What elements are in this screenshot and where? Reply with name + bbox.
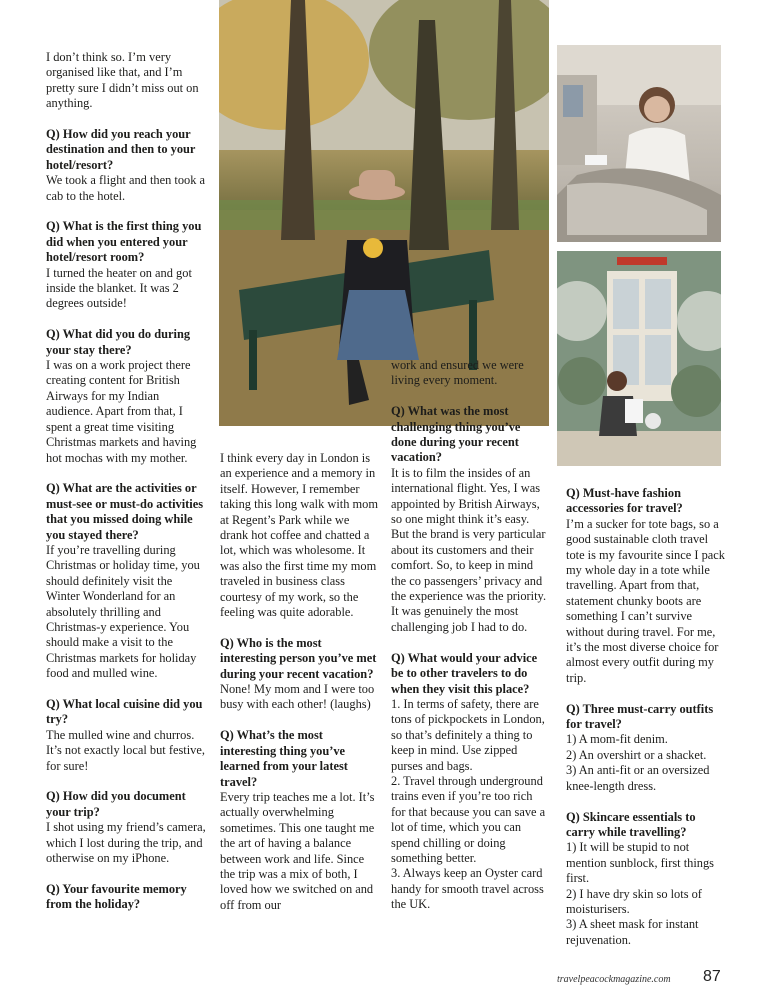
skincare-item: 2) I have dry skin so lots of moisturisers. xyxy=(566,886,702,916)
answer: The mulled wine and churros. It’s not exactly local but festive, for sure! xyxy=(46,727,205,773)
answer: Every trip teaches me a lot. It’s actually overwhelming sometimes. This one taught me the art of having a balance between work and life. Since the trip was a mix of both, I loved how we switched on and off from our xyxy=(220,789,375,912)
question: Q) Your favourite memory from the holiday? xyxy=(46,881,187,912)
qa-block xyxy=(566,702,726,794)
qa-block xyxy=(566,810,726,949)
col3-intro: work and ensured we were living every moment. xyxy=(391,358,524,388)
question: Q) What did you do during your stay there? xyxy=(46,327,191,357)
question: Q) What would your advice be to other travelers to do when they visit this place? xyxy=(391,650,538,696)
cafe-photo-illustration xyxy=(557,251,721,466)
answer: It is to film the insides of an international flight. Yes, I was appointed by British Airways, so one might think it’s easy. But the brand is very particular about its customers and their comfort. So, to keep in mind the co passengers’ privacy and the experience was the priority. It was genuinely the most challenging job I had to do. xyxy=(391,465,547,634)
question: Q) What’s the most interesting thing you’ve learned from your latest travel? xyxy=(220,728,348,789)
question: Q) What is the first thing you did when you entered your hotel/resort room? xyxy=(46,219,202,265)
qa-block xyxy=(46,327,206,466)
advice-item: 2. Travel through underground trains even if you’re too rich for that because you can save a lot of time, which you can spend chilling or doing something better. xyxy=(391,773,546,865)
column-3 xyxy=(391,358,547,928)
question: Q) Who is the most interesting person you’ve met during your recent vacation? xyxy=(220,635,377,681)
advice-item: 3. Always keep an Oyster card handy for smooth travel across the UK. xyxy=(391,866,544,912)
qa-block xyxy=(391,404,547,635)
outfit-item: 2) An overshirt or a shacket. xyxy=(566,747,707,762)
page-number: 87 xyxy=(703,968,721,985)
qa-block xyxy=(46,219,206,311)
answer: I’m a sucker for tote bags, so a good sustainable cloth travel tote is my favourite since I pack my whole day in a tote while travelling. Apart from that, statement chunky boots are something I can’t survive without during travel. For me, it’s the most diverse choice for almost every outfit during my trip. xyxy=(566,516,725,685)
question: Q) What local cuisine did you try? xyxy=(46,696,203,727)
plane-photo-illustration xyxy=(557,45,721,242)
qa-block xyxy=(46,789,206,866)
answer: I shot using my friend’s camera, which I lost during the trip, and otherwise on my iPhone. xyxy=(46,820,206,866)
question: Q) Three must-carry outfits for travel? xyxy=(566,701,714,732)
col1-intro: I don’t think so. I’m very organised like that, and I’m pretty sure I didn’t miss out on anything. xyxy=(46,50,199,111)
question: Q) How did you document your trip? xyxy=(46,789,186,819)
qa-block xyxy=(46,481,206,681)
qa-block xyxy=(46,697,206,774)
magazine-url[interactable]: travelpeacockmagazine.com xyxy=(557,974,671,985)
qa-block xyxy=(46,882,206,913)
question: Q) Must-have fashion accessories for travel? xyxy=(566,486,683,516)
question: Q) Skincare essentials to carry while travelling? xyxy=(566,809,696,839)
column-2 xyxy=(220,451,380,929)
answer: I was on a work project there creating content for British Airways for my Indian audience. Apart from that, I spent a great time visiting Christmas markets and having hot mochas with my mother. xyxy=(46,358,197,465)
answer: None! My mom and I were too busy with each other! (laughs) xyxy=(220,682,375,712)
column-1 xyxy=(46,50,206,928)
skincare-item: 3) A sheet mask for instant rejuvenation. xyxy=(566,917,699,947)
qa-block xyxy=(220,636,380,713)
business-class-photo xyxy=(557,45,721,242)
answer: If you’re travelling during Christmas or holiday time, you should definitely visit the Winter Wonderland for an absolutely thrilling and Christmas-y experience. You should make a visit to the Christmas markets for holiday food and mulled wine. xyxy=(46,542,200,681)
outfit-item: 1) A mom-fit denim. xyxy=(566,732,668,747)
qa-block xyxy=(566,486,726,686)
qa-block xyxy=(46,127,206,204)
question: Q) What are the activities or must-see or must-do activities that you missed doing while you stayed there? xyxy=(46,481,204,542)
answer: I turned the heater on and got inside the blanket. It was 2 degrees outside! xyxy=(46,265,192,311)
col2-intro: I think every day in London is an experience and a memory in itself. However, I remember taking this long walk with mom at Regent’s Park while we drank hot coffee and chatted a lot, which was wholesome. It was also the first time my mom traveled in business class courtesy of my work, so the feeling was quite adorable. xyxy=(220,451,378,620)
column-4 xyxy=(566,486,726,964)
outfit-item: 3) An anti-fit or an oversized knee-length dress. xyxy=(566,763,710,793)
cafe-photo xyxy=(557,251,721,466)
answer: We took a flight and then took a cab to the hotel. xyxy=(46,173,206,203)
advice-item: 1. In terms of safety, there are tons of pickpockets in London, so that’s definitely a thing to keep in mind. Use zipped purses and bags. xyxy=(391,696,545,773)
qa-block xyxy=(220,728,380,913)
qa-block xyxy=(391,651,547,913)
question: Q) What was the most challenging thing you’ve done during your recent vacation? xyxy=(391,404,521,465)
question: Q) How did you reach your destination and then to your hotel/resort? xyxy=(46,127,196,172)
skincare-item: 1) It will be stupid to not mention sunblock, first things first. xyxy=(566,840,714,886)
